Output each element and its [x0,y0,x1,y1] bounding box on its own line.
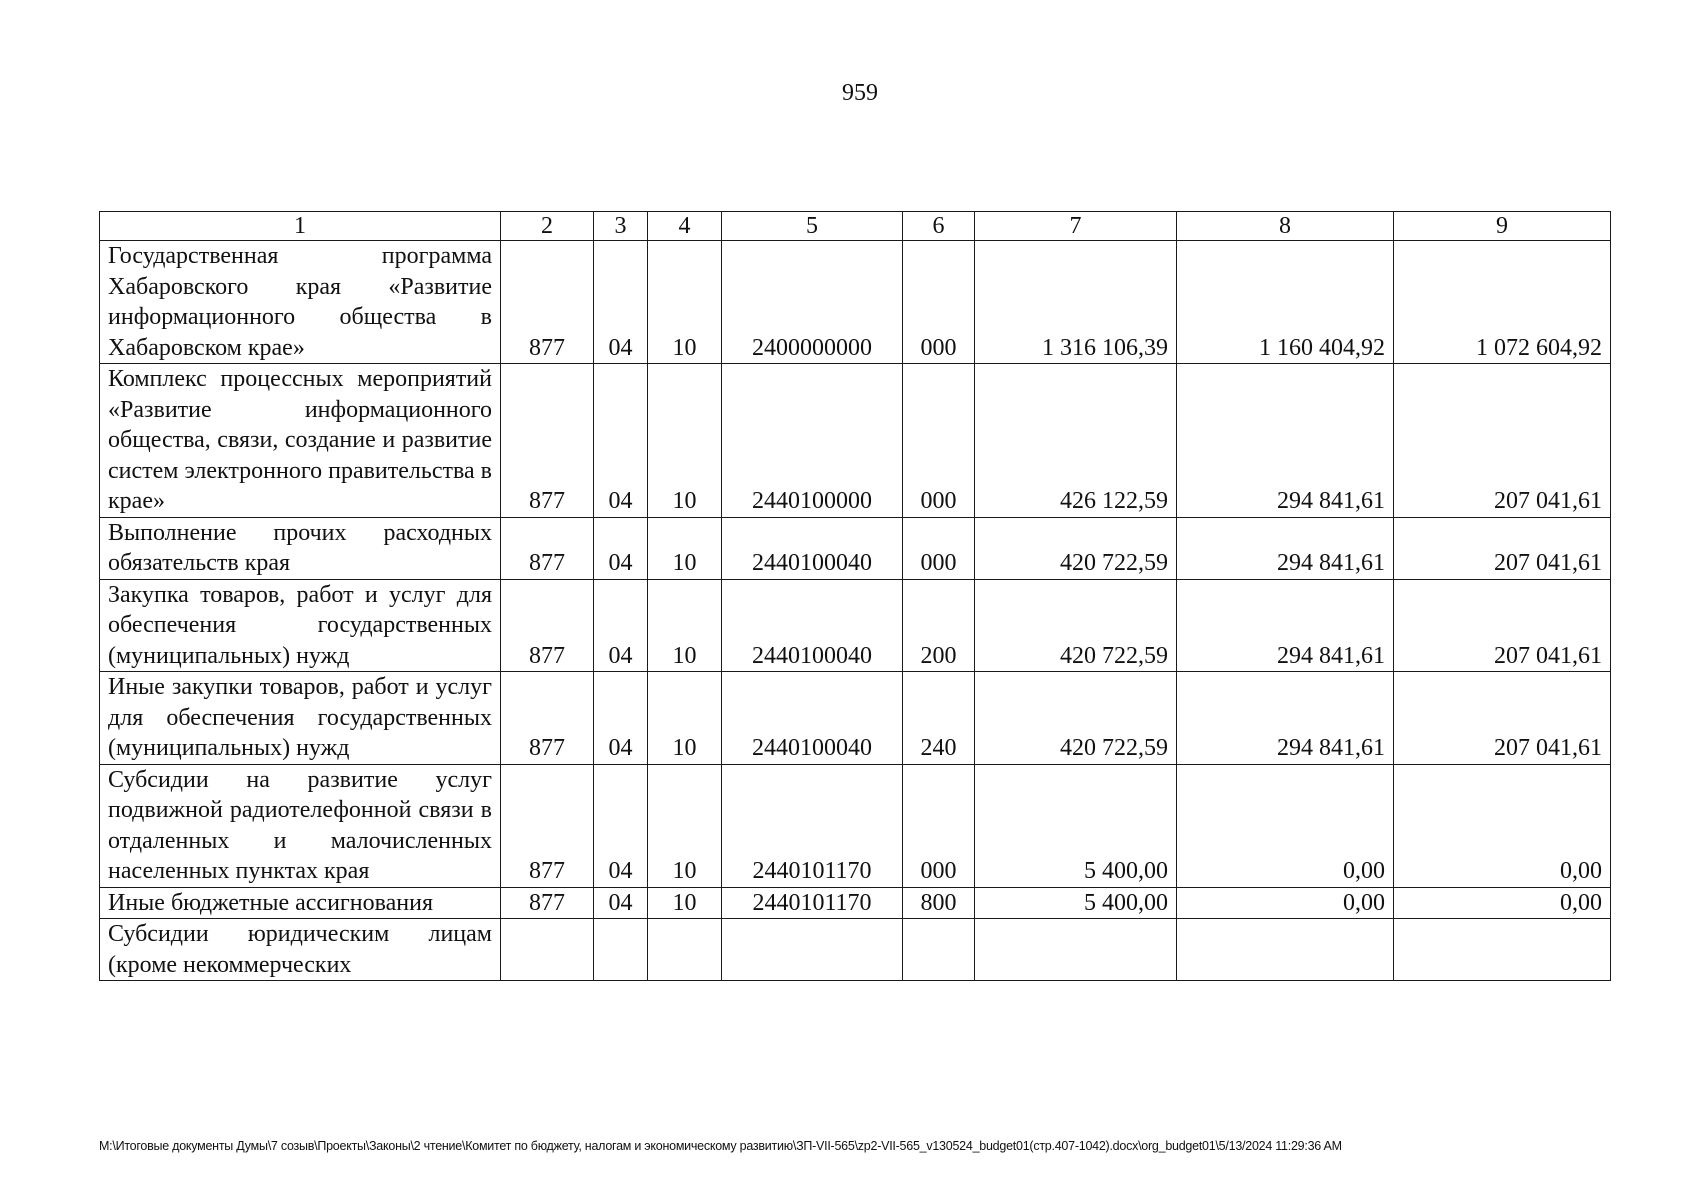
cell-col3: 04 [594,887,648,919]
cell-col6: 000 [903,364,975,518]
footer-file-path: M:\Итоговые документы Думы\7 созыв\Проекты\Законы\2 чтение\Комитет по бюджету, налогам и экономическому развитию\ЗП-VII-565\zp2-VII-565_v130524_budget01(стр.407-1042).docx\org_budget01\5/13/2024 11:29:36 AM [99,1139,1342,1153]
row-name: Государственная программа Хабаровского края «Развитие информационного общества в Хабаровском крае» [100,241,501,364]
cell-col4: 10 [648,517,722,579]
cell-col2: 877 [501,887,594,919]
cell-col8: 1 160 404,92 [1177,241,1394,364]
row-name: Выполнение прочих расходных обязательств края [100,517,501,579]
column-header: 4 [648,212,722,241]
cell-col5: 2440100040 [722,672,903,765]
cell-col9: 1 072 604,92 [1394,241,1611,364]
table-row [100,887,1611,919]
cell-col4: 10 [648,364,722,518]
cell-col8: 294 841,61 [1177,364,1394,518]
table-row [100,919,1611,981]
cell-col4: 10 [648,579,722,672]
cell-col6: 200 [903,579,975,672]
cell-col7: 426 122,59 [975,364,1177,518]
cell-col5: 2440100040 [722,579,903,672]
cell-col8: 294 841,61 [1177,579,1394,672]
cell-col5: 2440101170 [722,764,903,887]
cell-col9: 207 041,61 [1394,672,1611,765]
cell-col6 [903,919,975,981]
cell-col9: 207 041,61 [1394,579,1611,672]
cell-col8: 0,00 [1177,887,1394,919]
cell-col5: 2400000000 [722,241,903,364]
cell-col8 [1177,919,1394,981]
cell-col7 [975,919,1177,981]
cell-col6: 000 [903,517,975,579]
table-row [100,241,1611,364]
column-header: 5 [722,212,903,241]
cell-col9: 0,00 [1394,764,1611,887]
row-name: Иные бюджетные ассигнования [100,887,501,919]
cell-col7: 5 400,00 [975,887,1177,919]
cell-col5: 2440100000 [722,364,903,518]
cell-col7: 420 722,59 [975,517,1177,579]
row-name: Комплекс процессных мероприятий «Развитие информационного общества, связи, создание и развитие систем электронного правительства в крае» [100,364,501,518]
cell-col3: 04 [594,241,648,364]
cell-col5 [722,919,903,981]
cell-col9: 0,00 [1394,887,1611,919]
row-name: Иные закупки товаров, работ и услуг для обеспечения государственных (муниципальных) нужд [100,672,501,765]
cell-col7: 1 316 106,39 [975,241,1177,364]
cell-col6: 240 [903,672,975,765]
table-row [100,579,1611,672]
column-header: 3 [594,212,648,241]
cell-col4 [648,919,722,981]
cell-col2: 877 [501,517,594,579]
table-row [100,764,1611,887]
cell-col6: 000 [903,241,975,364]
table-row [100,672,1611,765]
table-row [100,517,1611,579]
cell-col5: 2440101170 [722,887,903,919]
row-name: Субсидии на развитие услуг подвижной радиотелефонной связи в отдаленных и малочисленных населенных пунктах края [100,764,501,887]
cell-col4: 10 [648,241,722,364]
page-number: 959 [842,80,878,106]
cell-col2 [501,919,594,981]
table-row [100,364,1611,518]
cell-col2: 877 [501,579,594,672]
cell-col7: 420 722,59 [975,672,1177,765]
cell-col8: 294 841,61 [1177,672,1394,765]
cell-col9: 207 041,61 [1394,517,1611,579]
cell-col4: 10 [648,887,722,919]
column-header: 2 [501,212,594,241]
cell-col3 [594,919,648,981]
cell-col3: 04 [594,764,648,887]
cell-col3: 04 [594,579,648,672]
cell-col6: 800 [903,887,975,919]
table-header-row [100,212,1611,241]
budget-table [99,211,1611,981]
cell-col4: 10 [648,764,722,887]
cell-col8: 0,00 [1177,764,1394,887]
cell-col6: 000 [903,764,975,887]
column-header: 1 [100,212,501,241]
cell-col7: 5 400,00 [975,764,1177,887]
column-header: 9 [1394,212,1611,241]
column-header: 7 [975,212,1177,241]
cell-col9 [1394,919,1611,981]
row-name: Субсидии юридическим лицам (кроме некоммерческих [100,919,501,981]
cell-col3: 04 [594,364,648,518]
cell-col8: 294 841,61 [1177,517,1394,579]
cell-col9: 207 041,61 [1394,364,1611,518]
cell-col5: 2440100040 [722,517,903,579]
cell-col2: 877 [501,241,594,364]
row-name: Закупка товаров, работ и услуг для обеспечения государственных (муниципальных) нужд [100,579,501,672]
cell-col3: 04 [594,517,648,579]
cell-col7: 420 722,59 [975,579,1177,672]
cell-col4: 10 [648,672,722,765]
cell-col2: 877 [501,672,594,765]
column-header: 6 [903,212,975,241]
cell-col2: 877 [501,364,594,518]
column-header: 8 [1177,212,1394,241]
cell-col2: 877 [501,764,594,887]
cell-col3: 04 [594,672,648,765]
